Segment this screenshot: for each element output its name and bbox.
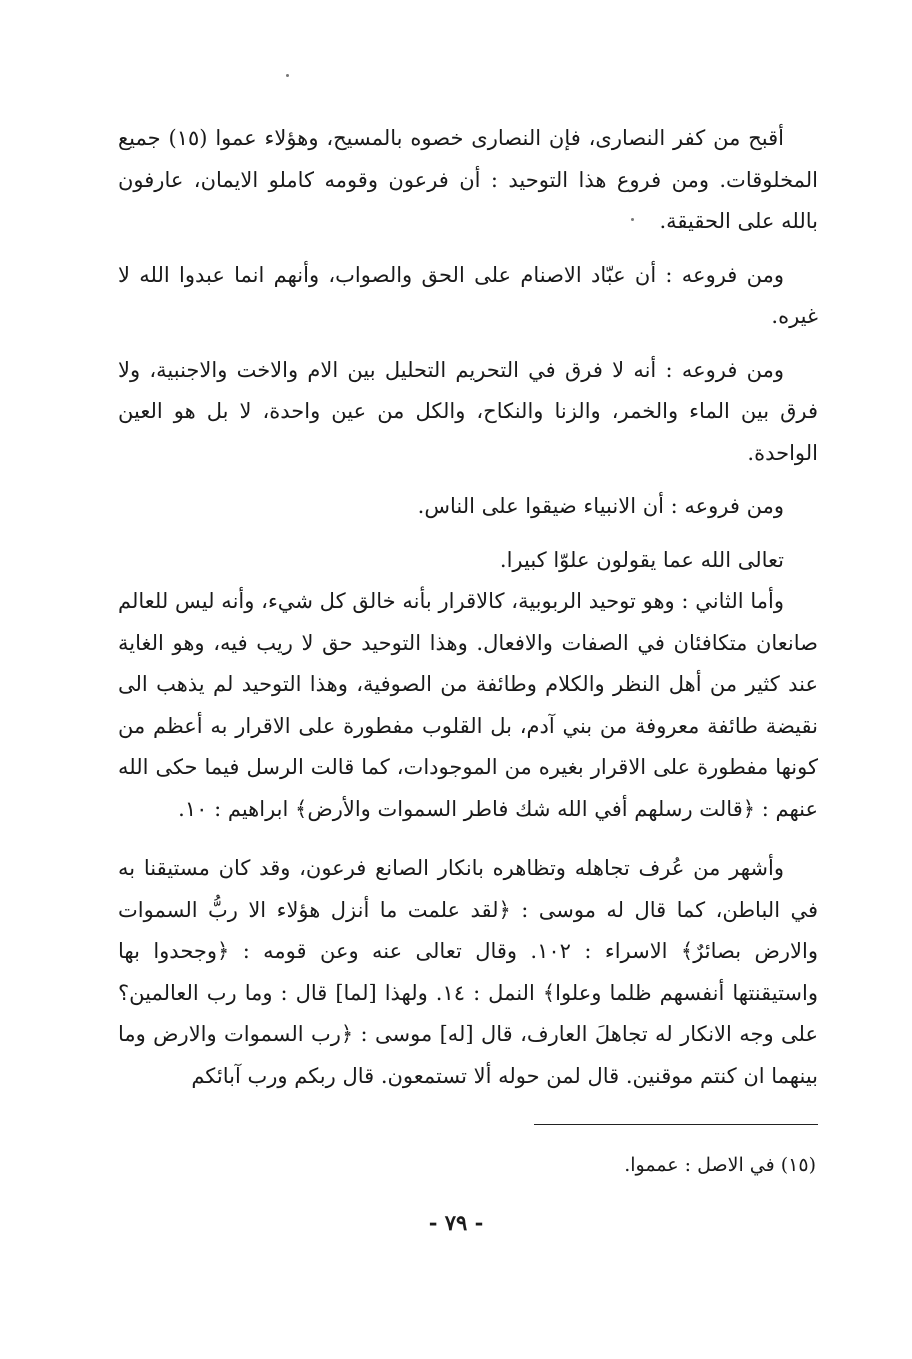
- main-text: [118, 118, 818, 1097]
- paragraph-2: ومن فروعه : أن عبّاد الاصنام على الحق والصواب، وأنهم انما عبدوا الله لا غيره.: [118, 262, 818, 328]
- footnote: (١٥) في الاصل : عمموا.: [624, 1154, 816, 1176]
- scan-speck: [286, 74, 289, 77]
- scan-speck: [631, 218, 634, 221]
- paragraph-3: ومن فروعه : أنه لا فرق في التحريم التحليل بين الام والاخت والاجنبية، ولا فرق بين الماء والخمر، والزنا والنكاح، والكل من عين واحدة، لا بل هو العين الواحدة.: [118, 357, 818, 465]
- paragraph-6: وأما الثاني : وهو توحيد الربوبية، كالاقرار بأنه خالق كل شيء، وأنه ليس للعالم صانعان متكافئان في الصفات والافعال. وهذا التوحيد حق لا ريب فيه، وهو الغاية عند كثير من أهل النظر والكلام وطائفة من الصوفية، وهذا التوحيد لم يذهب الى نقيضة طائفة معروفة من بني آدم، بل القلوب مفطورة على الاقرار به أعظم من كونها مفطورة على الاقرار بغيره من الموجودات، كما قالت الرسل فيما حكى الله عنهم : ﴿قالت رسلهم أفي الله شك فاطر السموات والأرض﴾ ابراهيم : ١٠.: [118, 589, 818, 821]
- paragraph-1: أقبح من كفر النصارى، فإن النصارى خصوه بالمسيح، وهؤلاء عموا (١٥) جميع المخلوقات. ومن فروع هذا التوحيد : أن فرعون وقومه كاملو الايمان، عارفون بالله على الحقيقة.: [118, 126, 818, 233]
- paragraph-5: تعالى الله عما يقولون علوّا كبيرا.: [499, 547, 784, 572]
- footnote-divider: [534, 1124, 818, 1125]
- paragraph-4: ومن فروعه : أن الانبياء ضيقوا على الناس.: [417, 494, 784, 518]
- page-number: - ٧٩ -: [428, 1210, 484, 1235]
- paragraph-7: وأشهر من عُرف تجاهله وتظاهره بانكار الصانع فرعون، وقد كان مستيقنا به في الباطن، كما قال له موسى : ﴿لقد علمت ما أنزل هؤلاء الا ربُّ السموات والارض بصائرٌ﴾ الاسراء : ١٠٢. وقال تعالى عنه وعن قومه : ﴿وجحدوا بها واستيقنتها أنفسهم ظلما وعلوا﴾ النمل : ١٤. ولهذا [لما] قال : وما رب العالمين؟ على وجه الانكار له تجاهلَ العارف، قال [له] موسى : ﴿رب السموات والارض وما بينهما ان كنتم موقنين. قال لمن حوله ألا تستمعون. قال ربكم ورب آبائكم: [118, 856, 819, 1088]
